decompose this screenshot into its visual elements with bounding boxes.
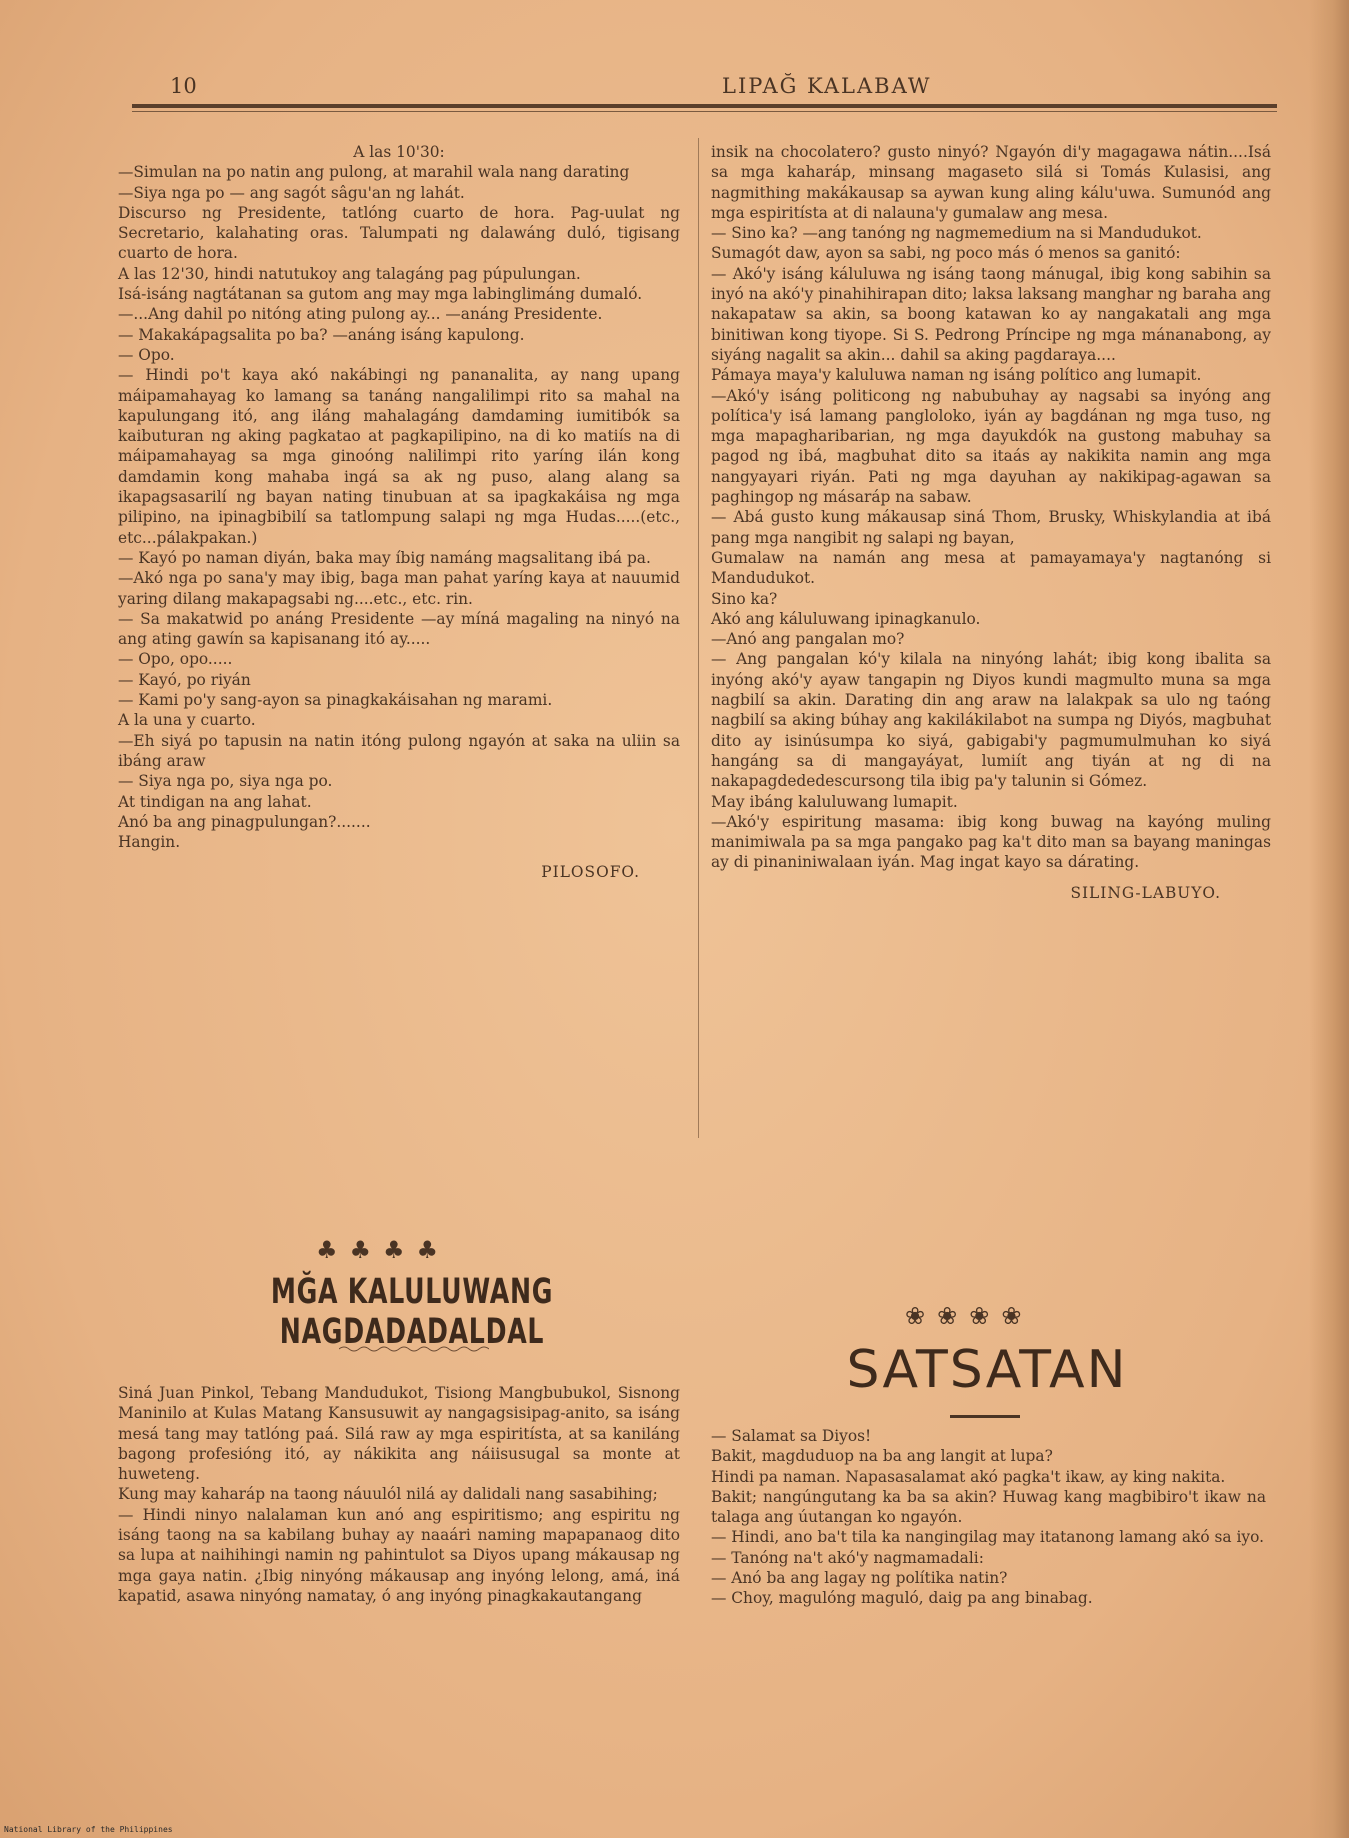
paragraph: — Kayó po naman diyán, baka may íbig namáng magsalitang ibá pa. — [118, 548, 651, 567]
paragraph: Anó ba ang pinagpulungan?....... — [118, 812, 371, 831]
page-number: 10 — [170, 74, 197, 98]
paragraph: Bakit, magduduop na ba ang langit at lupa? — [711, 1447, 1053, 1466]
paragraph: Bakit; nangúngutang ka ba sa akin? Huwag kang magbibiro't ikaw na talaga ang úutangan ko ngayón. — [711, 1487, 1266, 1527]
paragraph: —...Ang dahil po nitóng ating pulong ay... —anáng Presidente. — [118, 305, 603, 324]
header-rule-thick — [132, 104, 1277, 108]
column-divider — [698, 138, 699, 1138]
paragraph: —Akó nga po sana'y may ibig, baga man pahat yaríng kaya at nauumid yaring dilang makapagsabi ng....etc., etc. rin. — [118, 569, 680, 608]
paragraph: — Hindi, ano ba't tila ka nangingilag may itatanong lamang akó sa iyo. — [711, 1528, 1264, 1547]
page-header — [132, 72, 1277, 106]
paragraph: — Ang pangalan kó'y kilala na ninyóng lahát; ibig kong ibalita sa inyóng akó'y ayaw tangapin ng Diyos kundi magmulto muna sa mga nagbilí sa akin. Darating din ang araw na lalakpak sa ulo ng taóng nagbilí sa aking búhay ang kakilákilabot na sumpa ng Diyós, magbuhat dito ay isinúsumpa ko siyá, gabigabi'y pagmumulmuhan ko siyá hangáng sa di mangayáyat, lumiít ang tiyán at ng di na nakapagdededescursong tila ibig pa'y talunin si Gómez. — [711, 650, 1271, 791]
paragraph: — Akó'y isáng káluluwa ng isáng taong mánugal, ibig kong sabihin sa inyó na akó'y pinahihirapan dito; laksa laksang manghar ng baraha ang nakapataw sa akin, sa boong katawan ko ay nangakatali ang mga binitiwan kong tiyope. Si S. Pedrong Príncipe ng mga mánanabong, ay siyáng nagalit sa akin... dahil sa aking pagdaraya.... — [711, 264, 1272, 364]
paragraph: — Sa makatwid po anáng Presidente —ay míná magaling na ninyó na ang ating gawín sa kapisanang itó ay..... — [118, 609, 680, 649]
paragraph: — Sino ka? —ang tanóng ng nagmemedium na si Mandudukot. — [711, 224, 1202, 243]
author-signature: PILOSOFO. — [541, 863, 640, 882]
paragraph: — Hindi po't kaya akó nakábingi ng pananalita, ay nang upang máipamahayag ko lamang sa tanáng nangalilimpi rito sa mahal na kapulungang itó, ang iláng mahalagáng damdaming iumitibók sa kaibuturan ng aking pagkatao at pagkapilipino, na di ko matiís na di máipamahayag sa mga ginoóng nalilimpi rito yaríng ilán kong damdamin kong mahaba ingá sa ak ng puso, alang alang sa ikapagsasarilí ng bayan nating tinubuan at sa ipagkakáisa ng mga pilipino, na ipinagbibilí sa tatlompung salapi ng mga Hudas.....(etc., etc...pálakpakan.) — [118, 366, 680, 547]
article-kaluluwa-column — [118, 1383, 680, 1606]
paragraph: insik na chocolatero? gusto ninyó? Ngayón di'y magagawa nátin....Isá sa mga kaharáp, minsang magaseto silá si Tomás Kulasisi, ang nagmithing makákausap sa aywan kung aling kálu'uwa. Sumunód ang mga espiritísta at di nalauna'y gumalaw ang mesa. — [711, 143, 1271, 222]
article-headline: MĞA KALULUWANG NAGDADADALDAL — [270, 1272, 554, 1352]
article-pulong-column — [118, 142, 680, 883]
paragraph: — Opo, opo..... — [118, 650, 233, 669]
paragraph: — Siya nga po, siya nga po. — [118, 772, 333, 791]
paragraph: — Anó ba ang lagay ng polítika natin? — [711, 1569, 1008, 1588]
article-kaluluwa-continued-column — [711, 142, 1271, 903]
satsatan-column — [711, 1426, 1266, 1609]
paragraph: — Makakápagsalita po ba? —anáng isáng kapulong. — [118, 325, 525, 344]
author-signature: SILING-LABUYO. — [1070, 883, 1221, 902]
paragraph: Gumalaw na namán ang mesa at pamayamaya'y nagtanóng si Mandudukot. — [711, 548, 1271, 588]
scan-credit: National Library of the Philippines — [4, 1825, 173, 1834]
headline-flourish — [339, 1345, 489, 1353]
paragraph: —Eh siyá po tapusin na natin itóng pulong ngayón at saka na uliin sa ibáng araw — [118, 731, 680, 770]
paragraph: — Opo. — [118, 345, 175, 364]
paragraph: Hindi pa naman. Napasasalamat akó pagka't ikaw, ay king nakita. — [711, 1467, 1226, 1486]
paragraph: Discurso ng Presidente, tatlóng cuarto de hora. Pag-uulat ng Secretario, kalahating oras. Talumpati ng dalawáng duló, tigisang cuarto de hora. — [118, 203, 680, 263]
paragraph: —Akó'y isáng politicong ng nabubuhay ay nagsabi sa inyóng ang política'y isá lamang pangloloko, iyán ay bagdánan ng mga tuso, ng mga mapagharibarian, ng mga dayukdók na gustong mabuhay sa pagod ng ibá, magbuhat dito sa itaás ay nakikita namin ang mga nangyayari riyán. Pati ng mga dayuhan ay nakikipag-agawan sa paghingop ng másaráp na sabaw. — [711, 386, 1271, 507]
paragraph: — Kami po'y sang-ayon sa pinagkakáisahan ng marami. — [118, 691, 553, 710]
paragraph: A las 12'30, hindi natutukoy ang talagáng pag púpulungan. — [118, 264, 581, 283]
paragraph: A las 10'30: — [353, 143, 445, 161]
ornament-divider: ♣♣♣♣ — [316, 1236, 451, 1264]
paragraph: — Kayó, po riyán — [118, 670, 251, 689]
paragraph: Hangin. — [118, 833, 181, 852]
paragraph: Pámaya maya'y kaluluwa naman ng isáng político ang lumapit. — [711, 366, 1202, 385]
headline-rule — [950, 1415, 1020, 1418]
paragraph: At tindigan na ang lahat. — [118, 792, 312, 811]
paragraph: Isá-isáng nagtátanan sa gutom ang may mga labinglimáng dumaló. — [118, 285, 643, 304]
page-edge-shadow — [1309, 0, 1349, 1838]
header-rule-thin — [132, 111, 1277, 112]
paragraph: — Abá gusto kung mákausap siná Thom, Brusky, Whiskylandia at ibá pang mga nangibit ng salapi ng bayan, — [711, 508, 1271, 547]
paragraph: Kung may kaharáp na taong náuulól nilá ay dalidali nang sasabihing; — [118, 1485, 658, 1504]
paragraph: Sumagót daw, ayon sa sabi, ng poco más ó menos sa ganitó: — [711, 244, 1181, 263]
paragraph: —Siya nga po — ang sagót sâgu'an ng lahát. — [118, 183, 465, 202]
section-headline: SATSATAN — [846, 1340, 1128, 1400]
paragraph: Sino ka? — [711, 589, 778, 608]
paragraph: A la una y cuarto. — [118, 711, 256, 730]
paragraph: —Simulan na po natin ang pulong, at marahil wala nang darating — [118, 163, 630, 182]
paragraph: Siná Juan Pinkol, Tebang Mandudukot, Tisiong Mangbubukol, Sisnong Maninilo at Kulas Matang Kansusuwit ay nangagsisipag-anito, sa isáng mesá tang may tatlóng paá. Silá raw ay mga espiritísta, at sa kaniláng bagong profesióng itó, ay nákikita ang náiisusugal sa monte at huweteng. — [118, 1384, 680, 1484]
running-title: LIPAĞ KALABAW — [722, 74, 932, 98]
paragraph: —Akó'y espiritung masama: ibig kong buwag na kayóng muling manimiwala pa sa mga pangako pag ka't dito man sa bayang maningas ay di pinaniniwalaan iyán. Mag ingat kayo sa dárating. — [711, 812, 1271, 872]
ornament-divider: ❀❀❀❀ — [905, 1302, 1034, 1330]
paragraph: Akó ang káluluwang ipinagkanulo. — [711, 609, 981, 628]
paragraph: — Tanóng na't akó'y nagmamadali: — [711, 1548, 984, 1567]
paragraph: May ibáng kaluluwang lumapit. — [711, 792, 958, 811]
paragraph: — Choy, magulóng maguló, daig pa ang binabag. — [711, 1589, 1093, 1608]
paragraph: — Salamat sa Diyos! — [711, 1427, 872, 1445]
paragraph: — Hindi ninyo nalalaman kun anó ang espiritismo; ang espiritu ng isáng taong na sa kabilang buhay ay naaári naming mapapanaog dito sa lupa at naihihingi namin ng pahintulot sa Diyos upang mákausap ng mga gaya natin. ¿Ibig ninyóng mákausap ang inyóng lelong, amá, iná kapatid, asawa ninyóng namatay, ó ang inyóng pinagkakautangang — [118, 1505, 680, 1605]
paragraph: —Anó ang pangalan mo? — [711, 630, 905, 649]
